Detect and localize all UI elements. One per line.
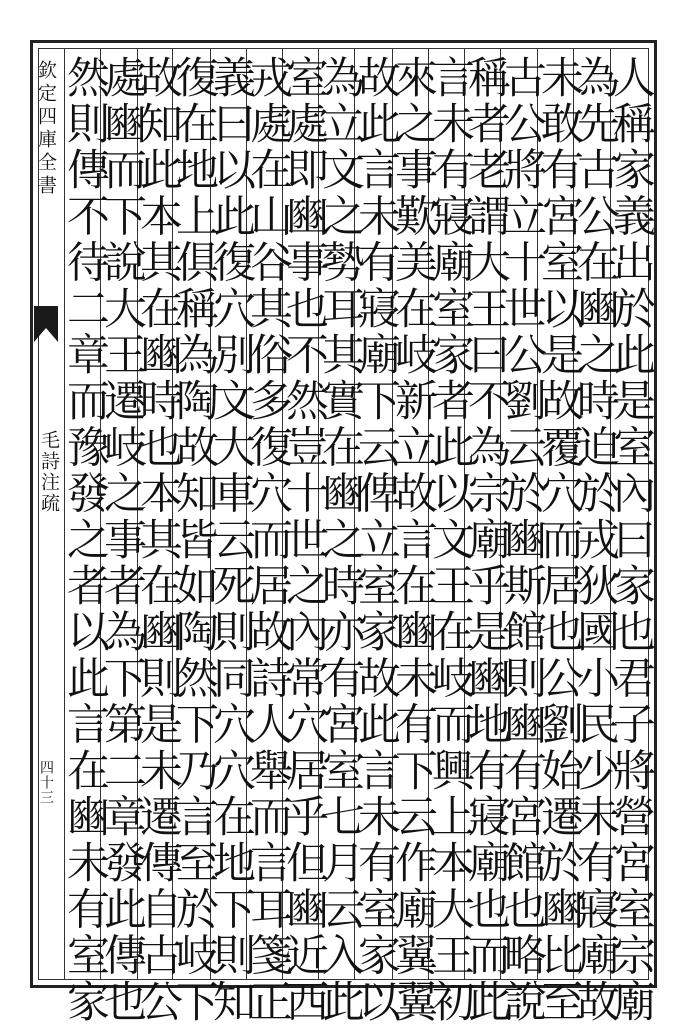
- margin-collection-title: 欽定四庫全書: [35, 60, 57, 198]
- text-column: 處豳而下說大王遷岐之事者為下第二章發此傳也: [97, 55, 147, 1025]
- text-column: 古公將立十世公劉云於豳斯館則豳有宮館也略說: [497, 55, 547, 1025]
- text-column: 稱者老謂大王曰不為宗廟乎是豳地有寢廟也而此: [461, 55, 511, 1025]
- text-column: 然則傳不待二章而豫發之者以此言在豳未有室家: [60, 55, 110, 1025]
- text-column: 戎處在山谷其俗多復穴而居故詩人舉而言耳箋正: [243, 55, 293, 1025]
- text-column: 故此言未有寢廟下云俾立室家故此言未有室家以: [351, 55, 401, 1025]
- margin-book-title: 毛詩注疏: [38, 430, 60, 514]
- text-column: 室處即豳事也不然豈十世之內常穴居乎但豳近西: [279, 55, 329, 1025]
- fish-tail-mark-icon: [34, 306, 58, 342]
- text-column: 為先古公在豳之時迫於戎狄國小民少未有寢廟故: [570, 55, 620, 1025]
- text-column: 故知此本其在豳時也本其在豳則是未遷傳自古公: [133, 55, 183, 1025]
- text-column: 人稱家義出於此是室內曰家也君子將營宮室宗廟: [606, 55, 656, 1025]
- text-column: 來之事歎美在岐新立故言在豳未有下云作廟翼翼: [388, 55, 438, 1025]
- text-column: 未敢有宮室以是故覆穴而居也公劉始遷於豳比至: [534, 55, 584, 1025]
- margin-page-number: 四十三: [38, 760, 54, 805]
- text-column: 義曰以此復穴別文大車云死則同穴穴在地下則知: [206, 55, 256, 1025]
- text-column: 言未有寢廟室家者此以文王在岐而興上本大王初: [425, 55, 475, 1025]
- text-column: 復在地上俱稱為陶故知皆如陶然下乃言至於岐下: [169, 55, 219, 1025]
- text-column: 為立文之勢耳其實在豳之時亦有宮室七月云入此: [315, 55, 365, 1025]
